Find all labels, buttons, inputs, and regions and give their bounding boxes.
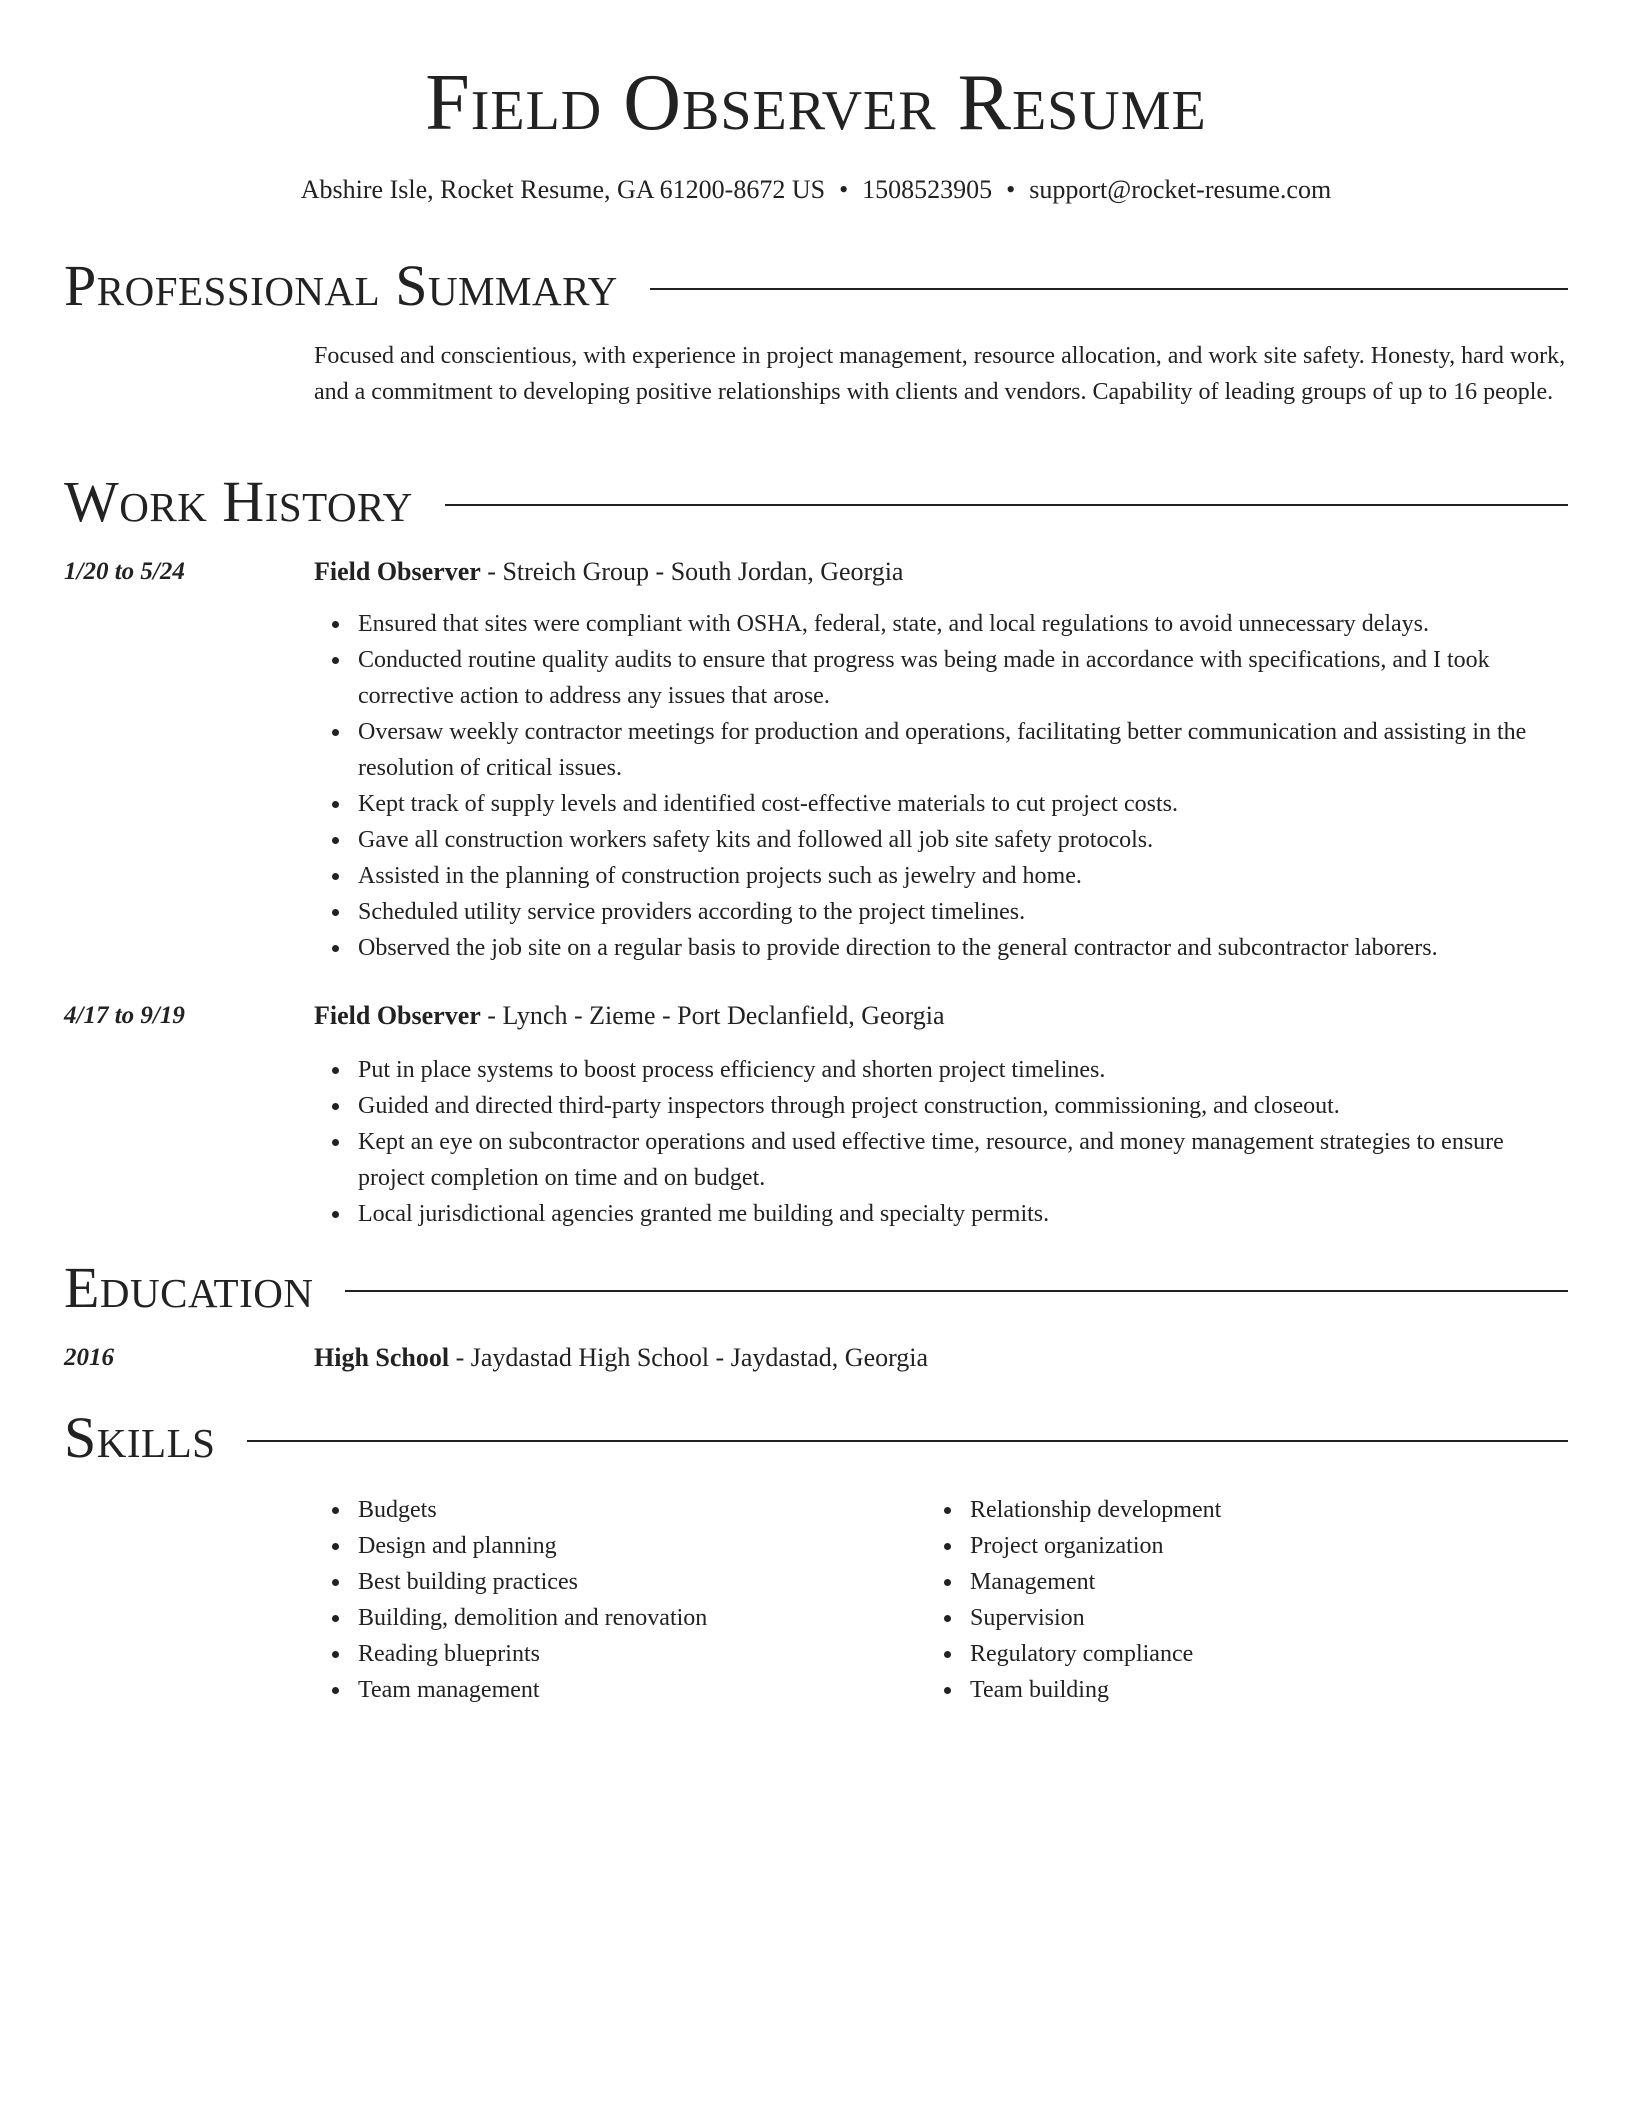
job-bullet: Ensured that sites were compliant with OSHA, federal, state, and local regulations to avoid unnecessary delays. [358,606,1568,642]
skill-item: Supervision [970,1600,1540,1636]
job-title: Field Observer [314,1001,481,1030]
skills-section-header [64,1406,1568,1470]
section-divider [445,504,1568,506]
summary-text: Focused and conscientious, with experience in project management, resource allocation, and work site safety. Honesty, hard work, and a commitment to developing positive relationships with clients and vendors. Capability of leading groups of up to 16 people. [314,343,1566,405]
job-bullet: Conducted routine quality audits to ensure that progress was being made in accordance with specifications, and I took corrective action to address any issues that arose. [358,642,1568,714]
contact-email: support@rocket-resume.com [1029,175,1332,204]
skills-list-right [926,1492,1540,1708]
job-bullet: Kept track of supply levels and identified cost-effective materials to cut project costs. [358,786,1568,822]
skill-item: Team management [358,1672,928,1708]
job-dates: 4/17 to 9/19 [64,1002,185,1029]
skills-list-left [314,1492,928,1708]
skill-item: Management [970,1564,1540,1600]
education-heading: Education [64,1255,314,1320]
contact-phone: 1508523905 [862,175,993,204]
skill-item: Best building practices [358,1564,928,1600]
summary-heading: Professional Summary [64,253,618,318]
contact-line [0,172,1632,208]
section-divider [247,1440,1568,1442]
education-school: - Jaydastad High School - Jaydastad, Georgia [449,1343,929,1372]
job-heading [314,998,1568,1034]
contact-separator: • [1006,175,1016,204]
job-bullet: Assisted in the planning of construction projects such as jewelry and home. [358,858,1568,894]
job-bullets [314,606,1568,966]
job-bullet: Observed the job site on a regular basis to provide direction to the general contractor and subcontractor laborers. [358,930,1568,966]
resume-title: Field Observer Resume [425,59,1207,147]
education-section-header [64,1256,1568,1320]
job-bullet: Gave all construction workers safety kits and followed all job site safety protocols. [358,822,1568,858]
contact-address: Abshire Isle, Rocket Resume, GA 61200-8672 US [300,175,826,204]
job-bullet: Guided and directed third-party inspectors through project construction, commissioning, and closeout. [358,1088,1568,1124]
skill-item: Building, demolition and renovation [358,1600,928,1636]
job-bullet: Scheduled utility service providers according to the project timelines. [358,894,1568,930]
skill-item: Budgets [358,1492,928,1528]
section-divider [650,288,1568,290]
education-entry [314,1340,1568,1376]
skill-item: Design and planning [358,1528,928,1564]
job-bullet: Kept an eye on subcontractor operations and used effective time, resource, and money management strategies to ensure project completion on time and on budget. [358,1124,1568,1196]
job-heading [314,554,1568,590]
work-heading: Work History [64,469,413,534]
education-degree: High School [314,1343,450,1372]
job-bullets [314,1052,1568,1232]
contact-separator: • [839,175,849,204]
skill-item: Reading blueprints [358,1636,928,1672]
work-section-header [64,470,1568,534]
job-bullet: Local jurisdictional agencies granted me building and specialty permits. [358,1196,1568,1232]
job-employer: - Streich Group - South Jordan, Georgia [480,557,904,586]
skills-heading: Skills [64,1405,216,1470]
skill-item: Relationship development [970,1492,1540,1528]
job-title: Field Observer [314,557,481,586]
summary-section-header [64,254,1568,318]
education-year: 2016 [64,1344,114,1371]
job-bullet: Put in place systems to boost process efficiency and shorten project timelines. [358,1052,1568,1088]
skill-item: Project organization [970,1528,1540,1564]
skill-item: Team building [970,1672,1540,1708]
skill-item: Regulatory compliance [970,1636,1540,1672]
job-dates: 1/20 to 5/24 [64,558,185,585]
job-bullet: Oversaw weekly contractor meetings for production and operations, facilitating better communication and assisting in the resolution of critical issues. [358,714,1568,786]
section-divider [345,1290,1568,1292]
job-employer: - Lynch - Zieme - Port Declanfield, Georgia [480,1001,945,1030]
